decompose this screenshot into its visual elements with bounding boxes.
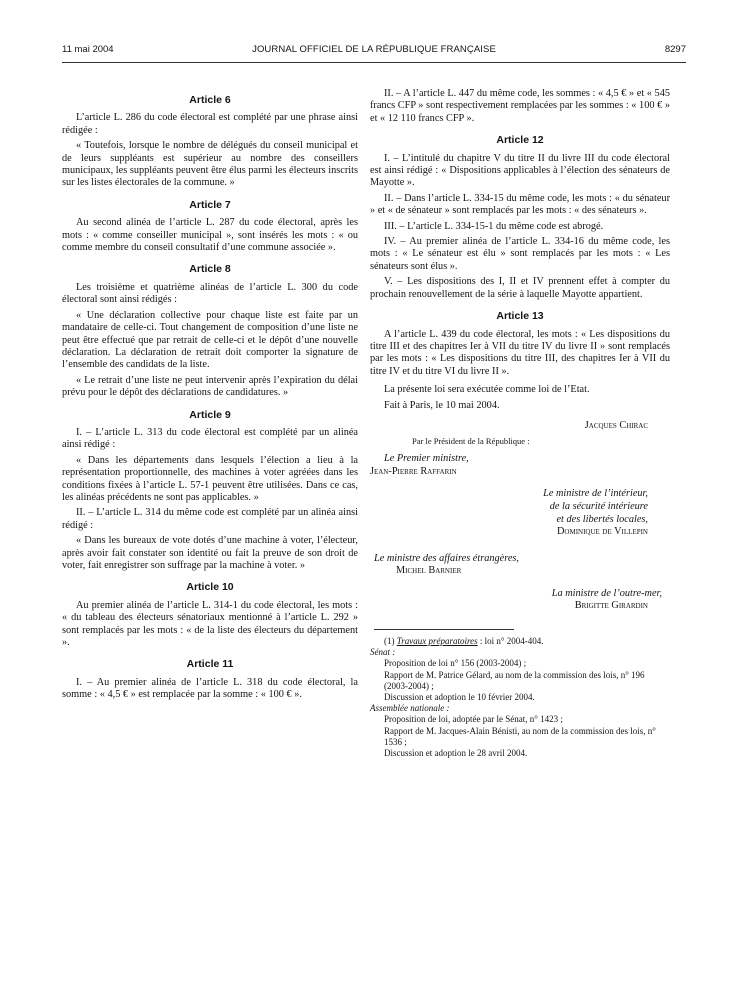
article-10-title: Article 10 xyxy=(186,581,234,594)
signature-pm-name: Jean-Pierre Raffarin xyxy=(370,465,457,477)
article-11-title: Article 11 xyxy=(186,658,234,671)
article-8-paragraph: Les troisième et quatrième alinéas de l’article L. 300 du code électoral sont ainsi rédigés : xyxy=(62,281,358,306)
footnote-assemblee: Assemblée nationale : xyxy=(370,703,450,714)
article-7-title: Article 7 xyxy=(189,198,231,211)
article-6-paragraph: L’article L. 286 du code électoral est complété par une phrase ainsi rédigée : xyxy=(62,112,358,136)
article-9-paragraph: « Dans les bureaux de vote dotés d’une machine à voter, l’électeur, après avoir fait constater son identité ou fait la preuve de son droit de voter, fait enregistrer son suffrage par la machine à voter. » xyxy=(62,535,358,571)
article-12-title: Article 12 xyxy=(496,134,544,147)
signature-om-name: Brigitte Girardin xyxy=(574,600,648,612)
signature-ae-name: Michel Barnier xyxy=(396,565,462,577)
closing-formula: La présente loi sera exécutée comme loi de l’Etat. xyxy=(384,384,590,396)
footnote-item: Proposition de loi n° 156 (2003-2004) ; xyxy=(384,658,527,669)
footnote-senat: Sénat : xyxy=(370,647,396,658)
right-column xyxy=(370,88,670,759)
article-6-paragraph: « Toutefois, lorsque le nombre de délégués du conseil municipal et de leurs suppléants est supérieur au nombre des conseillers municipaux, les suppléants peuvent être élus parmi les électeurs inscrits sur les listes électorales de la commune. » xyxy=(62,140,358,189)
article-12-paragraph: III. – L’article L. 334-15-1 du même code est abrogé. xyxy=(384,220,604,232)
article-11-paragraph: I. – Au premier alinéa de l’article L. 318 du code électoral, la somme : « 4,5 € » est remplacée par la somme : « 100 € ». xyxy=(62,676,358,701)
article-8-title: Article 8 xyxy=(189,263,231,276)
footnote-line xyxy=(370,636,670,647)
signature-interieur-title: Le ministre de l’intérieur, xyxy=(543,488,648,500)
page-header xyxy=(62,44,686,58)
article-8-paragraph: « Le retrait d’une liste ne peut intervenir après l’expiration du délai prévu pour le dépôt des déclarations de candidatures. » xyxy=(62,374,358,399)
header-title: JOURNAL OFFICIEL DE LA RÉPUBLIQUE FRANÇAISE xyxy=(252,44,496,55)
article-10-paragraph: Au premier alinéa de l’article L. 314-1 du code électoral, les mots : « du tableau des électeurs sénatoriaux mentionné à l’article L. 292 » sont remplacés par les mots : « de la liste des électeurs du département ». xyxy=(62,599,358,649)
date-place: Fait à Paris, le 10 mai 2004. xyxy=(384,399,500,411)
article-12-paragraph: IV. – Au premier alinéa de l’article L. 334-16 du même code, les mots : « Le sénateur est élu » sont remplacés par les mots : « Les sénateurs sont élus ». xyxy=(370,236,670,272)
footnote-item: Rapport de M. Jacques-Alain Bénisti, au nom de la commission des lois, n° 1536 ; xyxy=(384,725,656,747)
signature-interieur-title: de la sécurité intérieure xyxy=(549,500,648,512)
footnote-item: Proposition de loi, adoptée par le Sénat, n° 1423 ; xyxy=(384,714,563,725)
article-9-paragraph: II. – L’article L. 314 du même code est complété par un alinéa ainsi rédigé : xyxy=(62,507,358,531)
article-9-title: Article 9 xyxy=(189,408,231,421)
article-13-title: Article 13 xyxy=(496,310,544,323)
header-page-number: 8297 xyxy=(664,44,686,55)
footnote-item: Rapport de M. Patrice Gélard, au nom de la commission des lois, n° 196 (2003-2004) ; xyxy=(384,669,645,691)
footnote-item: Discussion et adoption le 28 avril 2004. xyxy=(384,748,528,759)
article-6-title: Article 6 xyxy=(189,94,231,106)
header-rule xyxy=(62,62,686,63)
article-12-paragraph: II. – Dans l’article L. 334-15 du même code, les mots : « du sénateur » et « de sénateur » sont remplacés par les mots : « des sénateurs ». xyxy=(370,192,670,217)
footnotes xyxy=(370,636,670,759)
header-date: 11 mai 2004 xyxy=(62,44,114,55)
signature-ae-title: Le ministre des affaires étrangères, xyxy=(374,552,520,564)
signature-president: Jacques Chirac xyxy=(584,419,648,431)
article-12-paragraph: V. – Les dispositions des I, II et IV prennent effet à compter du prochain renouvellement de la série à laquelle Mayotte appartient. xyxy=(370,276,670,300)
left-column xyxy=(62,88,358,705)
article-7-paragraph: Au second alinéa de l’article L. 287 du code électoral, après les mots : « comme conseiller municipal », sont insérés les mots : « ou comme membre du conseil consultatif d’une commune associée ». xyxy=(62,217,358,254)
article-8-paragraph: « Une déclaration collective pour chaque liste est faite par un mandataire de celle-ci. Tout changement de composition d’une liste ne peut être effectué que par retrait de celle-ci et le dépôt d’une nouvelle déclaration. La déclaration de retrait doit comporter la signature de l’ensemble des candidats de la liste. xyxy=(62,309,358,371)
signature-om-title: La ministre de l’outre-mer, xyxy=(551,587,662,599)
footnote-number: (1) xyxy=(384,636,395,647)
footnote-label: Travaux préparatoires xyxy=(396,636,478,647)
signature-par-le-president: Par le Président de la République : xyxy=(412,435,530,446)
article-9-paragraph: I. – L’article L. 313 du code électoral est complété par un alinéa ainsi rédigé : xyxy=(62,426,358,451)
signature-pm-title: Le Premier ministre, xyxy=(384,453,469,465)
signature-interieur-title: et des libertés locales, xyxy=(556,513,648,525)
footnote-text: : loi n° 2004-404. xyxy=(477,636,544,647)
article-11-paragraph: II. – A l’article L. 447 du même code, les sommes : « 4,5 € » et « 545 francs CFP » sont respectivement remplacées par les sommes : « 100 € » et « 12 110 francs CFP ». xyxy=(370,88,670,124)
article-9-paragraph: « Dans les départements dans lesquels l’élection a lieu à la représentation proportionnelle, des machines à voter agréées dans les conditions fixées à l’article L. 57-1 peuvent être utilisées. Dans ce cas, les alinéas précédents ne sont pas applicables. » xyxy=(62,454,358,503)
article-12-paragraph: I. – L’intitulé du chapitre V du titre II du livre III du code électoral est ainsi rédigé : « Dispositions applicables à l’élection des sénateurs de Mayotte ». xyxy=(370,152,670,189)
signature-interieur-name: Dominique de Villepin xyxy=(557,526,648,538)
article-13-paragraph: A l’article L. 439 du code électoral, les mots : « Les dispositions du titre III et des chapitres Ier à VII du titre IV du livre II » sont remplacés par les mots : « Les dispositions du titre III, des chapitres Ier à VII du titre IV et du titre VI du livre II ». xyxy=(370,328,670,377)
footnote-item: Discussion et adoption le 10 février 2004. xyxy=(384,692,535,703)
footnote-rule xyxy=(374,629,514,630)
signature-block xyxy=(370,420,670,613)
